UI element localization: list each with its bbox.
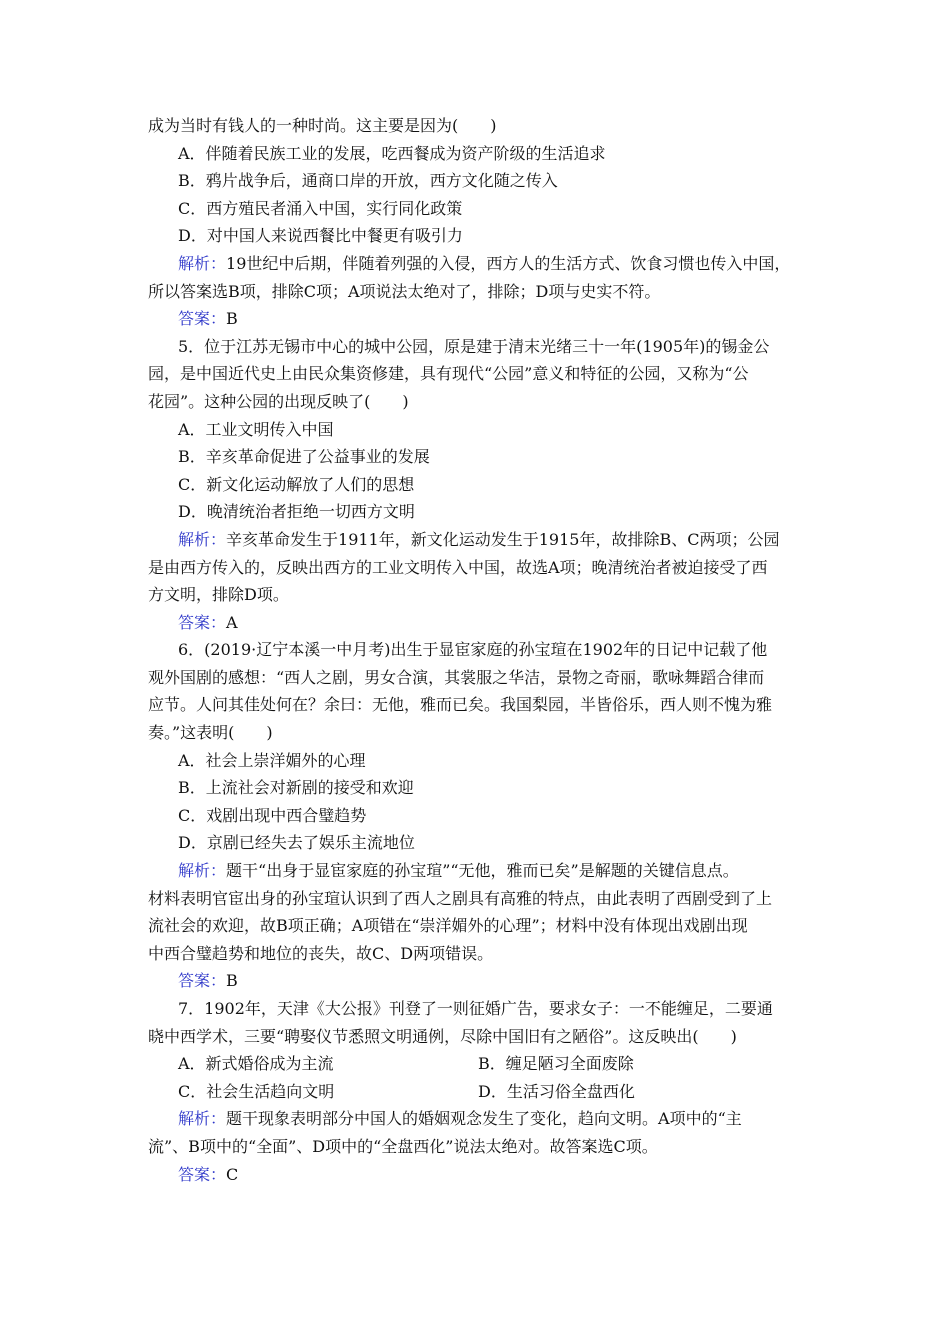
answer-label: 答案： [178,612,227,632]
q6-analysis-text-4: 中西合璧趋势和地位的丧失，故C、D两项错误。 [148,943,494,963]
q5-analysis-text-2: 是由西方传入的，反映出西方的工业文明传入中国，故选A项；晚清统治者被迫接受了西 [148,557,768,577]
document-page [148,112,808,1188]
q4-stem: 成为当时有钱人的一种时尚。这主要是因为( ) [148,116,497,135]
q4-analysis-text-1: 19世纪中后期，伴随着列强的入侵，西方人的生活方式、饮食习惯也传入中国， [226,253,791,273]
q6-option-b: B．上流社会对新剧的接受和欢迎 [178,778,414,798]
q6-answer-value: B [226,971,238,991]
answer-label: 答案： [178,309,227,329]
q4-option-c: C．西方殖民者涌入中国，实行同化政策 [178,198,463,218]
answer-label: 答案： [178,971,227,991]
q6-analysis-text-1: 题干“出身于显宦家庭的孙宝瑄”“无他，雅而已矣”是解题的关键信息点。 [226,861,739,881]
q7-analysis-text-2: 流”、B项中的“全面”、D项中的“全盘西化”说法太绝对。故答案选C项。 [148,1136,658,1156]
q6-option-d: D．京剧已经失去了娱乐主流地位 [178,833,415,853]
q6-stem-1: 6．(2019·辽宁本溪一中月考)出生于显宦家庭的孙宝瑄在1902年的日记中记载了他 [178,640,768,660]
q5-analysis-text-1: 辛亥革命发生于1911年，新文化运动发生于1915年，故排除B、C两项；公园 [226,529,780,549]
q7-option-d: D．生活习俗全盘西化 [478,1081,635,1101]
q7-options-row-1 [148,1050,808,1078]
q5-analysis-text-3: 方文明，排除D项。 [148,585,289,605]
q4-answer [148,305,808,333]
q5-option-d: D．晚清统治者拒绝一切西方文明 [178,502,415,522]
q6-analysis-text-2: 材料表明官宦出身的孙宝瑄认识到了西人之剧具有高雅的特点，由此表明了西剧受到了上 [148,888,773,908]
analysis-label: 解析： [178,861,227,881]
q7-answer-value: C [226,1164,239,1184]
q7-answer [148,1161,808,1189]
q6-stem-4: 奏。”这表明( ) [148,723,273,743]
q5-stem-3: 花园”。这种公园的出现反映了( ) [148,391,409,411]
q7-analysis [148,1105,808,1133]
q7-stem-1: 7．1902年，天津《大公报》刊登了一则征婚广告，要求女子：一不能缠足，二要通 [178,999,773,1018]
q7-stem-2: 晓中西学术，三要“聘娶仪节悉照文明通例，尽除中国旧有之陋俗”。这反映出( ) [148,1026,737,1046]
q4-option-a: A．伴随着民族工业的发展，吃西餐成为资产阶级的生活追求 [178,143,606,163]
q7-option-a: A．新式婚俗成为主流 [178,1054,334,1074]
q6-stem-2: 观外国剧的感想：“西人之剧，男女合演，其裳服之华洁，景物之奇丽，歌咏舞蹈合律而 [148,667,765,687]
q7-option-b: B．缠足陋习全面废除 [478,1054,634,1074]
analysis-label: 解析： [178,253,227,273]
q5-stem-2: 园，是中国近代史上由民众集资修建，具有现代“公园”意义和特征的公园，又称为“公 [148,364,749,384]
q5-stem-1: 5．位于江苏无锡市中心的城中公园，原是建于清末光绪三十一年(1905年)的锡金公 [178,336,770,356]
q7-option-c: C．社会生活趋向文明 [178,1081,335,1101]
q5-analysis [148,526,808,554]
answer-label: 答案： [178,1164,227,1184]
q5-option-b: B．辛亥革命促进了公益事业的发展 [178,447,430,467]
q6-analysis [148,857,808,885]
q5-option-a: A．工业文明传入中国 [178,419,334,439]
analysis-label: 解析： [178,1109,227,1129]
q5-answer [148,609,808,637]
analysis-label: 解析： [178,529,227,549]
q6-option-a: A．社会上崇洋媚外的心理 [178,750,366,770]
q6-stem-3: 应节。人问其佳处何在？余曰：无他，雅而已矣。我国梨园，半皆俗乐，西人则不愧为雅 [148,695,773,715]
q4-option-b: B．鸦片战争后，通商口岸的开放，西方文化随之传入 [178,171,558,191]
q4-answer-value: B [226,309,238,329]
q4-option-d: D．对中国人来说西餐比中餐更有吸引力 [178,226,463,246]
q5-answer-value: A [226,612,238,632]
q6-analysis-text-3: 流社会的欢迎，故B项正确；A项错在“崇洋媚外的心理”；材料中没有体现出戏剧出现 [148,916,748,936]
q4-analysis-text-2: 所以答案选B项，排除C项；A项说法太绝对了，排除；D项与史实不符。 [148,281,661,301]
q5-option-c: C．新文化运动解放了人们的思想 [178,474,415,494]
q4-analysis [148,250,808,278]
q6-answer [148,967,808,995]
q7-analysis-text-1: 题干现象表明部分中国人的婚姻观念发生了变化，趋向文明。A项中的“主 [226,1109,742,1129]
q7-options-row-2 [148,1078,808,1106]
q6-option-c: C．戏剧出现中西合璧趋势 [178,805,367,825]
